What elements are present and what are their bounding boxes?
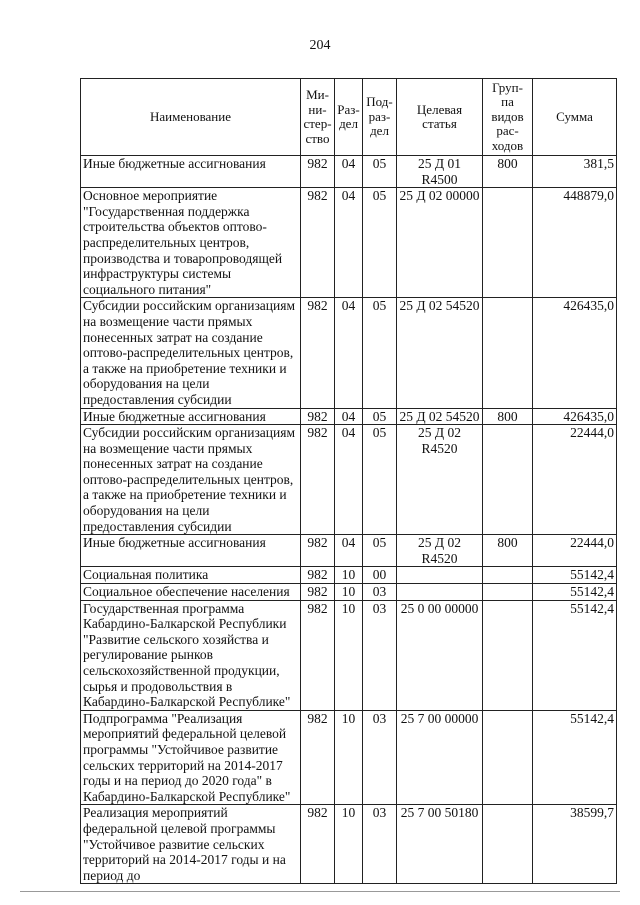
row-subsection: 05 (363, 188, 397, 298)
row-section: 10 (335, 600, 363, 710)
row-name: Подпрограмма "Реализация мероприятий федеральной целевой программы "Устойчивое развитие сельских территорий на 2014-2017 годы и на период до 2020 года" в Кабардино-Балкарской Республике" (81, 710, 301, 805)
row-group (483, 567, 533, 584)
row-sum: 55142,4 (533, 584, 617, 601)
row-target: 25 Д 02 R4520 (397, 425, 483, 535)
row-subsection: 03 (363, 584, 397, 601)
header-subsection: Под- раз- дел (363, 79, 397, 156)
row-sum: 55142,4 (533, 710, 617, 805)
row-sum: 426435,0 (533, 298, 617, 408)
table-row (81, 188, 617, 298)
row-section: 04 (335, 298, 363, 408)
row-target: 25 Д 02 54520 (397, 298, 483, 408)
row-sum: 55142,4 (533, 567, 617, 584)
row-group (483, 298, 533, 408)
header-group: Груп- па видов рас- ходов (483, 79, 533, 156)
row-sum: 426435,0 (533, 408, 617, 425)
row-name: Иные бюджетные ассигнования (81, 408, 301, 425)
table-row (81, 805, 617, 884)
table-row (81, 710, 617, 805)
row-target (397, 567, 483, 584)
row-sum: 38599,7 (533, 805, 617, 884)
row-subsection: 05 (363, 156, 397, 188)
row-name: Реализация мероприятий федеральной целевой программы "Устойчивое развитие сельских территорий на 2014-2017 годы и на период до (81, 805, 301, 884)
row-name: Социальная политика (81, 567, 301, 584)
table-row (81, 584, 617, 601)
row-subsection: 05 (363, 535, 397, 567)
row-subsection: 05 (363, 425, 397, 535)
row-group (483, 710, 533, 805)
row-group (483, 425, 533, 535)
row-ministry: 982 (301, 567, 335, 584)
row-ministry: 982 (301, 710, 335, 805)
table-row (81, 408, 617, 425)
row-group (483, 584, 533, 601)
row-name: Иные бюджетные ассигнования (81, 535, 301, 567)
row-ministry: 982 (301, 805, 335, 884)
row-ministry: 982 (301, 425, 335, 535)
header-name: Наименование (81, 79, 301, 156)
row-section: 04 (335, 156, 363, 188)
row-target: 25 0 00 00000 (397, 600, 483, 710)
row-name: Субсидии российским организациям на возмещение части прямых понесенных затрат на создание оптово-распределительных центров, а также на приобретение техники и оборудования на цели предоставления субсидии (81, 298, 301, 408)
row-subsection: 03 (363, 710, 397, 805)
header-row (81, 79, 617, 156)
row-sum: 448879,0 (533, 188, 617, 298)
row-subsection: 05 (363, 298, 397, 408)
row-ministry: 982 (301, 188, 335, 298)
row-sum: 22444,0 (533, 425, 617, 535)
row-ministry: 982 (301, 600, 335, 710)
row-name: Иные бюджетные ассигнования (81, 156, 301, 188)
row-ministry: 982 (301, 535, 335, 567)
row-section: 04 (335, 188, 363, 298)
table-row (81, 156, 617, 188)
row-group: 800 (483, 408, 533, 425)
row-subsection: 03 (363, 805, 397, 884)
row-sum: 22444,0 (533, 535, 617, 567)
row-group (483, 188, 533, 298)
header-sum: Сумма (533, 79, 617, 156)
row-group (483, 600, 533, 710)
row-target (397, 584, 483, 601)
row-sum: 381,5 (533, 156, 617, 188)
row-target: 25 Д 02 R4520 (397, 535, 483, 567)
row-ministry: 982 (301, 298, 335, 408)
row-section: 04 (335, 408, 363, 425)
row-section: 04 (335, 535, 363, 567)
header-ministry: Ми- ни- стер- ство (301, 79, 335, 156)
row-section: 04 (335, 425, 363, 535)
table-row (81, 600, 617, 710)
header-target: Целевая статья (397, 79, 483, 156)
row-name: Основное мероприятие "Государственная поддержка строительства объектов оптово-распределительных центров, производства и товаропроводящей инфраструктуры системы социального питания" (81, 188, 301, 298)
row-section: 10 (335, 805, 363, 884)
row-section: 10 (335, 710, 363, 805)
row-name: Субсидии российским организациям на возмещение части прямых понесенных затрат на создание оптово-распределительных центров, а также на приобретение техники и оборудования на цели предоставления субсидии (81, 425, 301, 535)
row-name: Социальное обеспечение населения (81, 584, 301, 601)
row-subsection: 05 (363, 408, 397, 425)
row-sum: 55142,4 (533, 600, 617, 710)
row-group (483, 805, 533, 884)
table-row (81, 567, 617, 584)
row-group: 800 (483, 156, 533, 188)
budget-table (80, 78, 617, 884)
row-section: 10 (335, 567, 363, 584)
row-name: Государственная программа Кабардино-Балкарской Республики "Развитие сельского хозяйства и регулирование рынков сельскохозяйственной продукции, сырья и продовольствия в Кабардино-Балкарской Республике" (81, 600, 301, 710)
row-target: 25 Д 02 00000 (397, 188, 483, 298)
row-ministry: 982 (301, 408, 335, 425)
row-target: 25 Д 01 R4500 (397, 156, 483, 188)
page-number: 204 (309, 38, 331, 53)
row-section: 10 (335, 584, 363, 601)
page-bottom-rule (20, 891, 620, 892)
row-target: 25 Д 02 54520 (397, 408, 483, 425)
row-group: 800 (483, 535, 533, 567)
table-row (81, 425, 617, 535)
header-section: Раз- дел (335, 79, 363, 156)
row-subsection: 03 (363, 600, 397, 710)
row-ministry: 982 (301, 584, 335, 601)
row-subsection: 00 (363, 567, 397, 584)
table-row (81, 535, 617, 567)
table-row (81, 298, 617, 408)
row-target: 25 7 00 50180 (397, 805, 483, 884)
row-target: 25 7 00 00000 (397, 710, 483, 805)
row-ministry: 982 (301, 156, 335, 188)
